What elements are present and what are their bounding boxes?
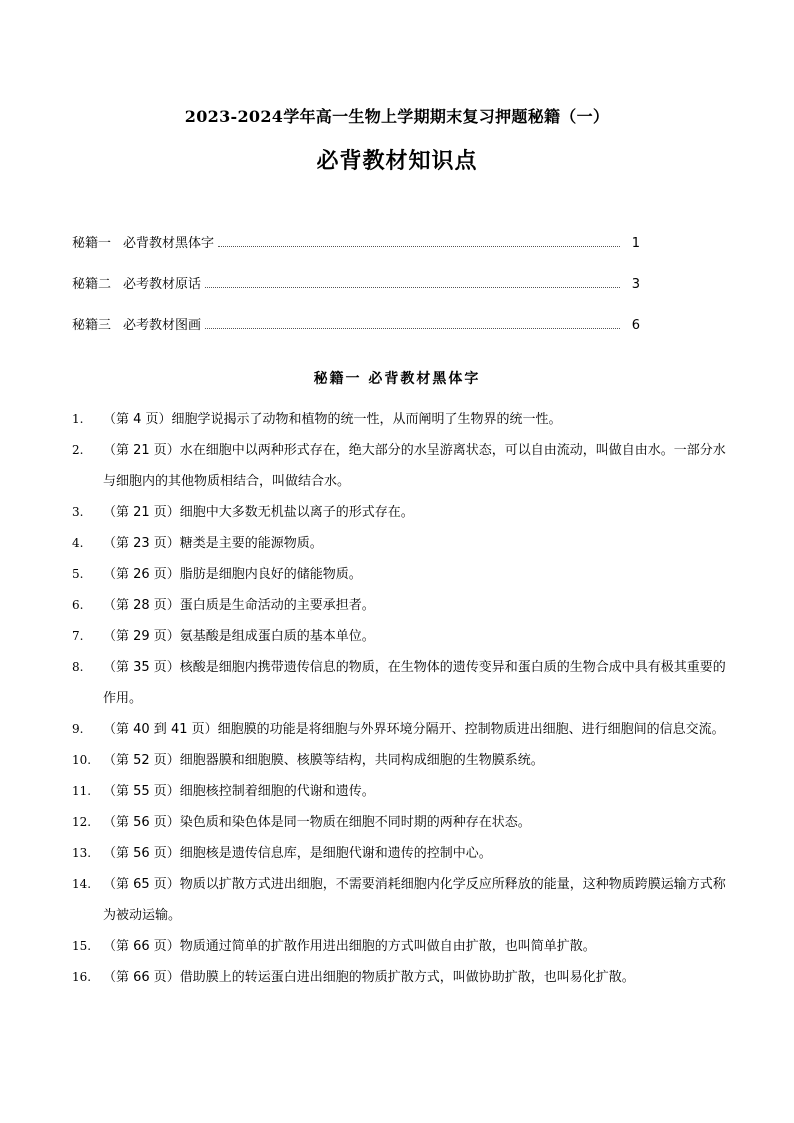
list-item [72, 714, 732, 745]
item-text: （第 52 页）细胞器膜和细胞膜、核膜等结构，共同构成细胞的生物膜系统。 [103, 753, 544, 768]
list-item [72, 869, 732, 931]
item-text: （第 56 页）细胞核是遗传信息库，是细胞代谢和遗传的控制中心。 [103, 846, 492, 861]
item-number: 11. [72, 784, 92, 798]
item-text: （第 35 页）核酸是细胞内携带遗传信息的物质，在生物体的遗传变异和蛋白质的生物合成中具有极其重要的作用。 [103, 660, 726, 706]
item-text: （第 23 页）糖类是主要的能源物质。 [103, 536, 323, 551]
knowledge-list [72, 404, 732, 993]
item-number: 16. [72, 970, 92, 984]
item-text: （第 28 页）蛋白质是生命活动的主要承担者。 [103, 598, 375, 613]
toc-entry-page: 1 [631, 236, 640, 251]
list-item [72, 776, 732, 807]
toc-leader-dots [205, 286, 620, 288]
item-number: 13. [72, 846, 92, 860]
toc-entry[interactable] [72, 272, 640, 292]
item-number: 12. [72, 815, 92, 829]
item-number: 8. [72, 660, 84, 674]
list-item [72, 652, 732, 714]
item-text: （第 66 页）借助膜上的转运蛋白进出细胞的物质扩散方式，叫做协助扩散，也叫易化扩散。 [103, 970, 635, 985]
item-text: （第 66 页）物质通过简单的扩散作用进出细胞的方式叫做自由扩散，也叫简单扩散。 [103, 939, 596, 954]
toc-leader-dots [205, 327, 620, 329]
item-text: （第 21 页）水在细胞中以两种形式存在，绝大部分的水呈游离状态，可以自由流动，叫做自由水。一部分水与细胞内的其他物质相结合，叫做结合水。 [103, 443, 726, 489]
item-number: 7. [72, 629, 84, 643]
item-text: （第 26 页）脂肪是细胞内良好的储能物质。 [103, 567, 362, 582]
list-item [72, 807, 732, 838]
item-number: 14. [72, 877, 92, 891]
table-of-contents [72, 231, 640, 354]
item-number: 10. [72, 753, 92, 767]
toc-entry-label: 秘籍一 必背教材黑体字 [72, 236, 215, 251]
item-number: 9. [72, 722, 84, 736]
document-title: 2023-2024学年高一生物上学期期末复习押题秘籍（一） [184, 107, 610, 126]
item-text: （第 56 页）染色质和染色体是同一物质在细胞不同时期的两种存在状态。 [103, 815, 531, 830]
list-item [72, 404, 732, 435]
section-heading: 秘籍一 必背教材黑体字 [313, 371, 481, 387]
list-item [72, 621, 732, 652]
item-text: （第 65 页）物质以扩散方式进出细胞，不需要消耗细胞内化学反应所释放的能量，这种物质跨膜运输方式称为被动运输。 [103, 877, 726, 923]
toc-entry-label: 秘籍二 必考教材原话 [72, 277, 202, 292]
list-item [72, 745, 732, 776]
toc-entry-page: 6 [631, 318, 640, 333]
item-number: 1. [72, 412, 84, 426]
item-text: （第 4 页）细胞学说揭示了动物和植物的统一性，从而阐明了生物界的统一性。 [103, 412, 562, 427]
list-item [72, 590, 732, 621]
document-subtitle: 必背教材知识点 [316, 148, 478, 174]
toc-entry-page: 3 [631, 277, 640, 292]
toc-entry-label: 秘籍三 必考教材图画 [72, 318, 202, 333]
item-number: 6. [72, 598, 84, 612]
list-item [72, 559, 732, 590]
list-item [72, 962, 732, 993]
item-text: （第 40 到 41 页）细胞膜的功能是将细胞与外界环境分隔开、控制物质进出细胞、进行细胞间的信息交流。 [103, 722, 725, 737]
item-text: （第 55 页）细胞核控制着细胞的代谢和遗传。 [103, 784, 375, 799]
list-item [72, 497, 732, 528]
item-number: 5. [72, 567, 84, 581]
item-number: 15. [72, 939, 92, 953]
item-number: 3. [72, 505, 84, 519]
item-text: （第 21 页）细胞中大多数无机盐以离子的形式存在。 [103, 505, 414, 520]
item-text: （第 29 页）氨基酸是组成蛋白质的基本单位。 [103, 629, 375, 644]
item-number: 4. [72, 536, 84, 550]
list-item [72, 435, 732, 497]
item-number: 2. [72, 443, 84, 457]
toc-entry[interactable] [72, 313, 640, 333]
toc-leader-dots [218, 245, 620, 247]
list-item [72, 931, 732, 962]
toc-entry[interactable] [72, 231, 640, 251]
list-item [72, 838, 732, 869]
list-item [72, 528, 732, 559]
